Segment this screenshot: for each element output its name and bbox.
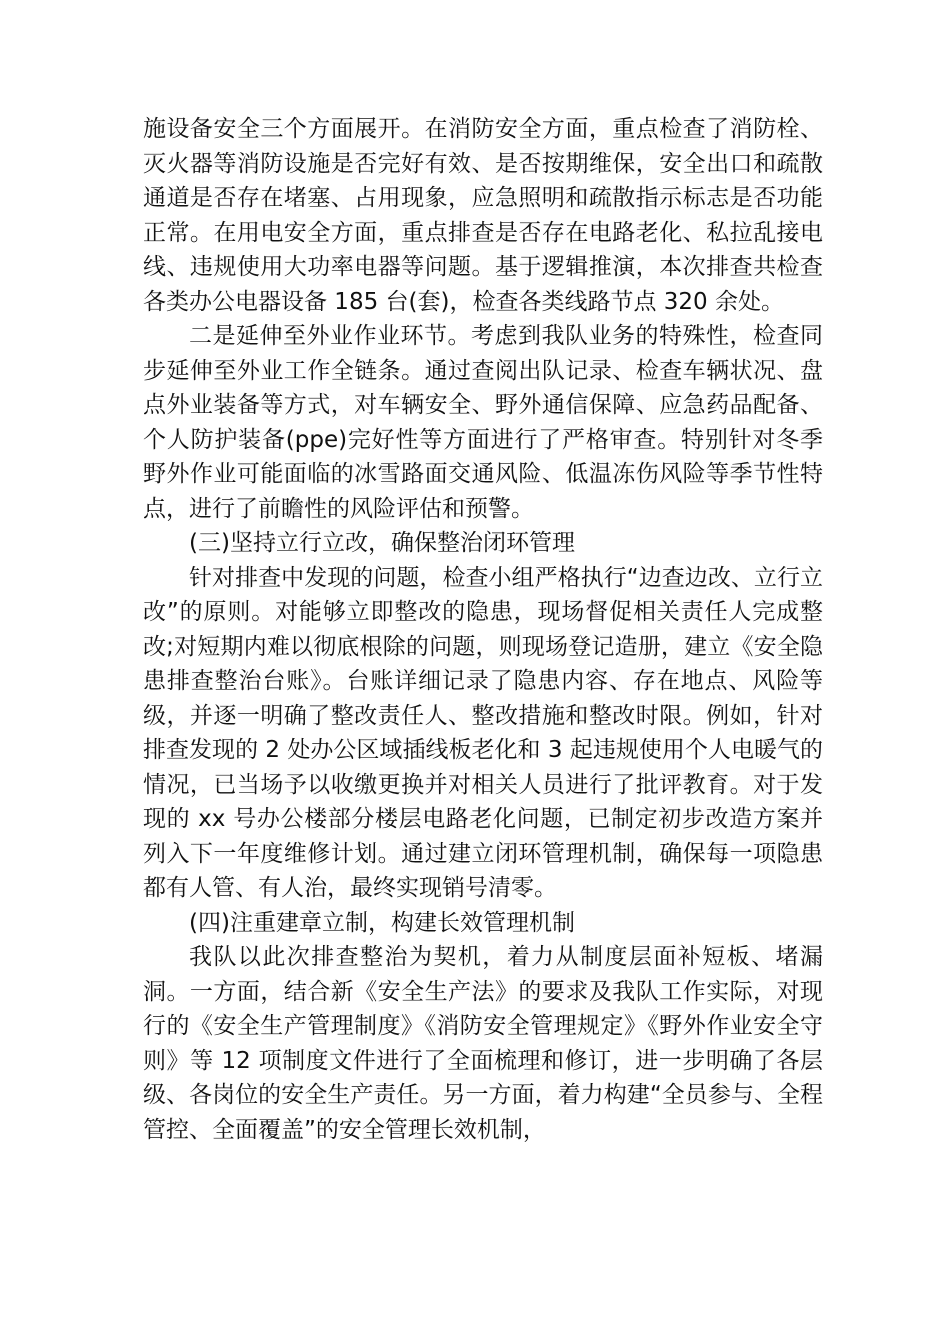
paragraph-long-term-mechanism: 我队以此次排查整治为契机，着力从制度层面补短板、堵漏洞。一方面，结合新《安全生产法》的要求及我队工作实际，对现行的《安全生产管理制度》《消防安全管理规定》《野外作业安全守则》等 12 项制度文件进行了全面梳理和修订，进一步明确了各层级、各岗位的安全生产责任。另一方面，着力构建“全员参与、全程管控、全面覆盖”的安全管理长效机制，	[143, 944, 823, 1143]
paragraph-fire-electrical-safety: 施设备安全三个方面展开。在消防安全方面，重点检查了消防栓、灭火器等消防设施是否完好有效、是否按期维保，安全出口和疏散通道是否存在堵塞、占用现象，应急照明和疏散指示标志是否功能正常。在用电安全方面，重点排查是否存在电路老化、私拉乱接电线、违规使用大功率电器等问题。基于逻辑推演，本次排查共检查各类办公电器设备 185 台(套)，检查各类线路节点 320 余处。	[143, 116, 823, 315]
document-body	[143, 112, 823, 1147]
section-heading-4: (四)注重建章立制，构建长效管理机制	[189, 909, 575, 936]
paragraph-immediate-rectification: 针对排查中发现的问题，检查小组严格执行“边查边改、立行立改”的原则。对能够立即整改的隐患，现场督促相关责任人完成整改;对短期内难以彻底根除的问题，则现场登记造册，建立《安全隐患排查整治台账》。台账详细记录了隐患内容、存在地点、风险等级，并逐一明确了整改责任人、整改措施和整改时限。例如，针对排查发现的 2 处办公区域插线板老化和 3 起违规使用个人电暖气的情况，已当场予以收缴更换并对相关人员进行了批评教育。对于发现的 xx 号办公楼部分楼层电路老化问题，已制定初步改造方案并列入下一年度维修计划。通过建立闭环管理机制，确保每一项隐患都有人管、有人治，最终实现销号清零。	[143, 564, 823, 901]
section-heading-3: (三)坚持立行立改，确保整治闭环管理	[189, 530, 575, 556]
paragraph-field-operations: 二是延伸至外业作业环节。考虑到我队业务的特殊性，检查同步延伸至外业工作全链条。通过查阅出队记录、检查车辆状况、盘点外业装备等方式，对车辆安全、野外通信保障、应急药品配备、个人防护装备(ppe)完好性等方面进行了严格审查。特别针对冬季野外作业可能面临的冰雪路面交通风险、低温冻伤风险等季节性特点，进行了前瞻性的风险评估和预警。	[143, 323, 823, 522]
